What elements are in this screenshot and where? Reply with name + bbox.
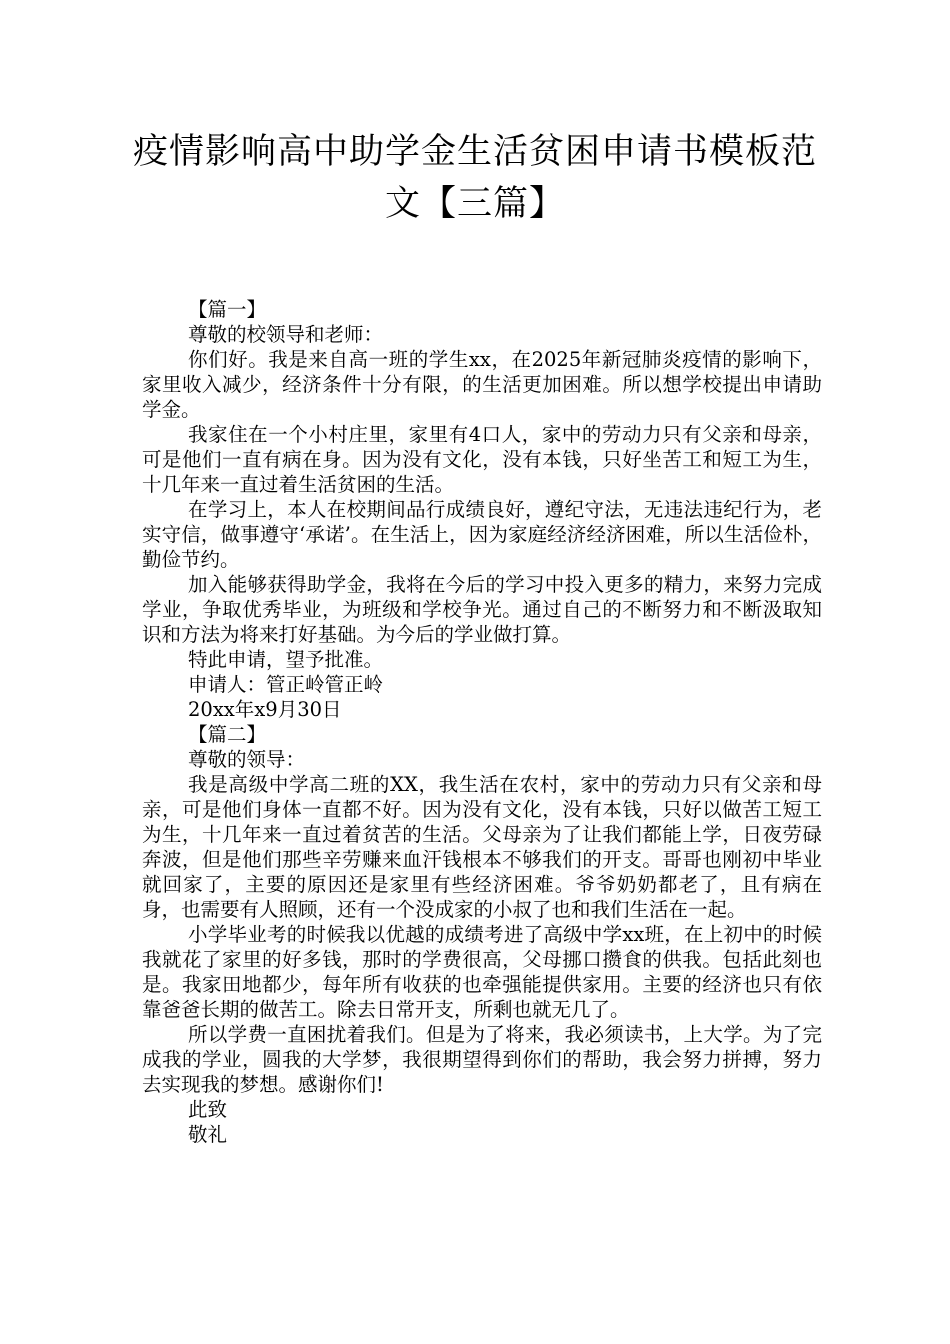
date-line: 20xx年x9月30日 — [188, 698, 342, 721]
paragraph: 我家住在一个小村庄里，家里有4口人，家中的劳动力只有父亲和母亲，可是他们一直有病在身。因为没有文化，没有本钱，只好坐苦工和短工为生，十几年来一直过着生活贫困的生活。 — [142, 423, 822, 496]
paragraph: 小学毕业考的时候我以优越的成绩考进了高级中学xx班，在上初中的时候我就花了家里的好多钱，那时的学费很高，父母挪口攒食的供我。包括此刻也是。我家田地都少，每年所有收获的也牵强能提供家用。主要的经济也只有依靠爸爸长期的做苦工。除去日常开支，所剩也就无几了。 — [142, 923, 822, 1021]
salutation: 尊敬的领导： — [188, 748, 306, 771]
closing-line: 特此申请，望予批准。 — [188, 648, 384, 671]
paragraph: 你们好。我是来自高一班的学生xx，在2025年新冠肺炎疫情的影响下，家里收入减少，经济条件十分有限，的生活更加困难。所以想学校提出申请助学金。 — [142, 348, 822, 421]
salutation: 尊敬的校领导和老师： — [188, 323, 384, 346]
closing-line: 敬礼 — [188, 1123, 228, 1146]
document-body — [142, 297, 822, 1147]
paragraph: 我是高级中学高二班的XX，我生活在农村，家中的劳动力只有父亲和母亲，可是他们身体一直都不好。因为没有文化，没有本钱，只好以做苦工短工为生，十几年来一直过着贫苦的生活。父母亲为了让我们都能上学，日夜劳碌奔波，但是他们那些辛劳赚来血汗钱根本不够我们的开支。哥哥也刚初中毕业就回家了，主要的原因还是家里有些经济困难。爷爷奶奶都老了，且有病在身，也需要有人照顾，还有一个没成家的小叔了也和我们生活在一起。 — [142, 773, 822, 921]
section-heading: 【篇二】 — [188, 723, 267, 746]
paragraph: 在学习上，本人在校期间品行成绩良好，遵纪守法，无违法违纪行为，老实守信，做事遵守‘承诺’。在生活上，因为家庭经济经济困难，所以生活俭朴，勤俭节约。 — [142, 498, 822, 571]
paragraph: 所以学费一直困扰着我们。但是为了将来，我必须读书，上大学。为了完成我的学业，圆我的大学梦，我很期望得到你们的帮助，我会努力拼搏，努力去实现我的梦想。感谢你们! — [142, 1023, 822, 1096]
closing-line: 此致 — [188, 1098, 228, 1121]
paragraph: 加入能够获得助学金，我将在今后的学习中投入更多的精力，来努力完成学业，争取优秀毕业，为班级和学校争光。通过自己的不断努力和不断汲取知识和方法为将来打好基础。为今后的学业做打算。 — [142, 573, 822, 646]
document-title: 疫情影响高中助学金生活贫困申请书模板范文【三篇】 — [132, 132, 817, 224]
section-heading: 【篇一】 — [188, 298, 267, 321]
applicant-line: 申请人：管正岭管正岭 — [188, 673, 384, 696]
